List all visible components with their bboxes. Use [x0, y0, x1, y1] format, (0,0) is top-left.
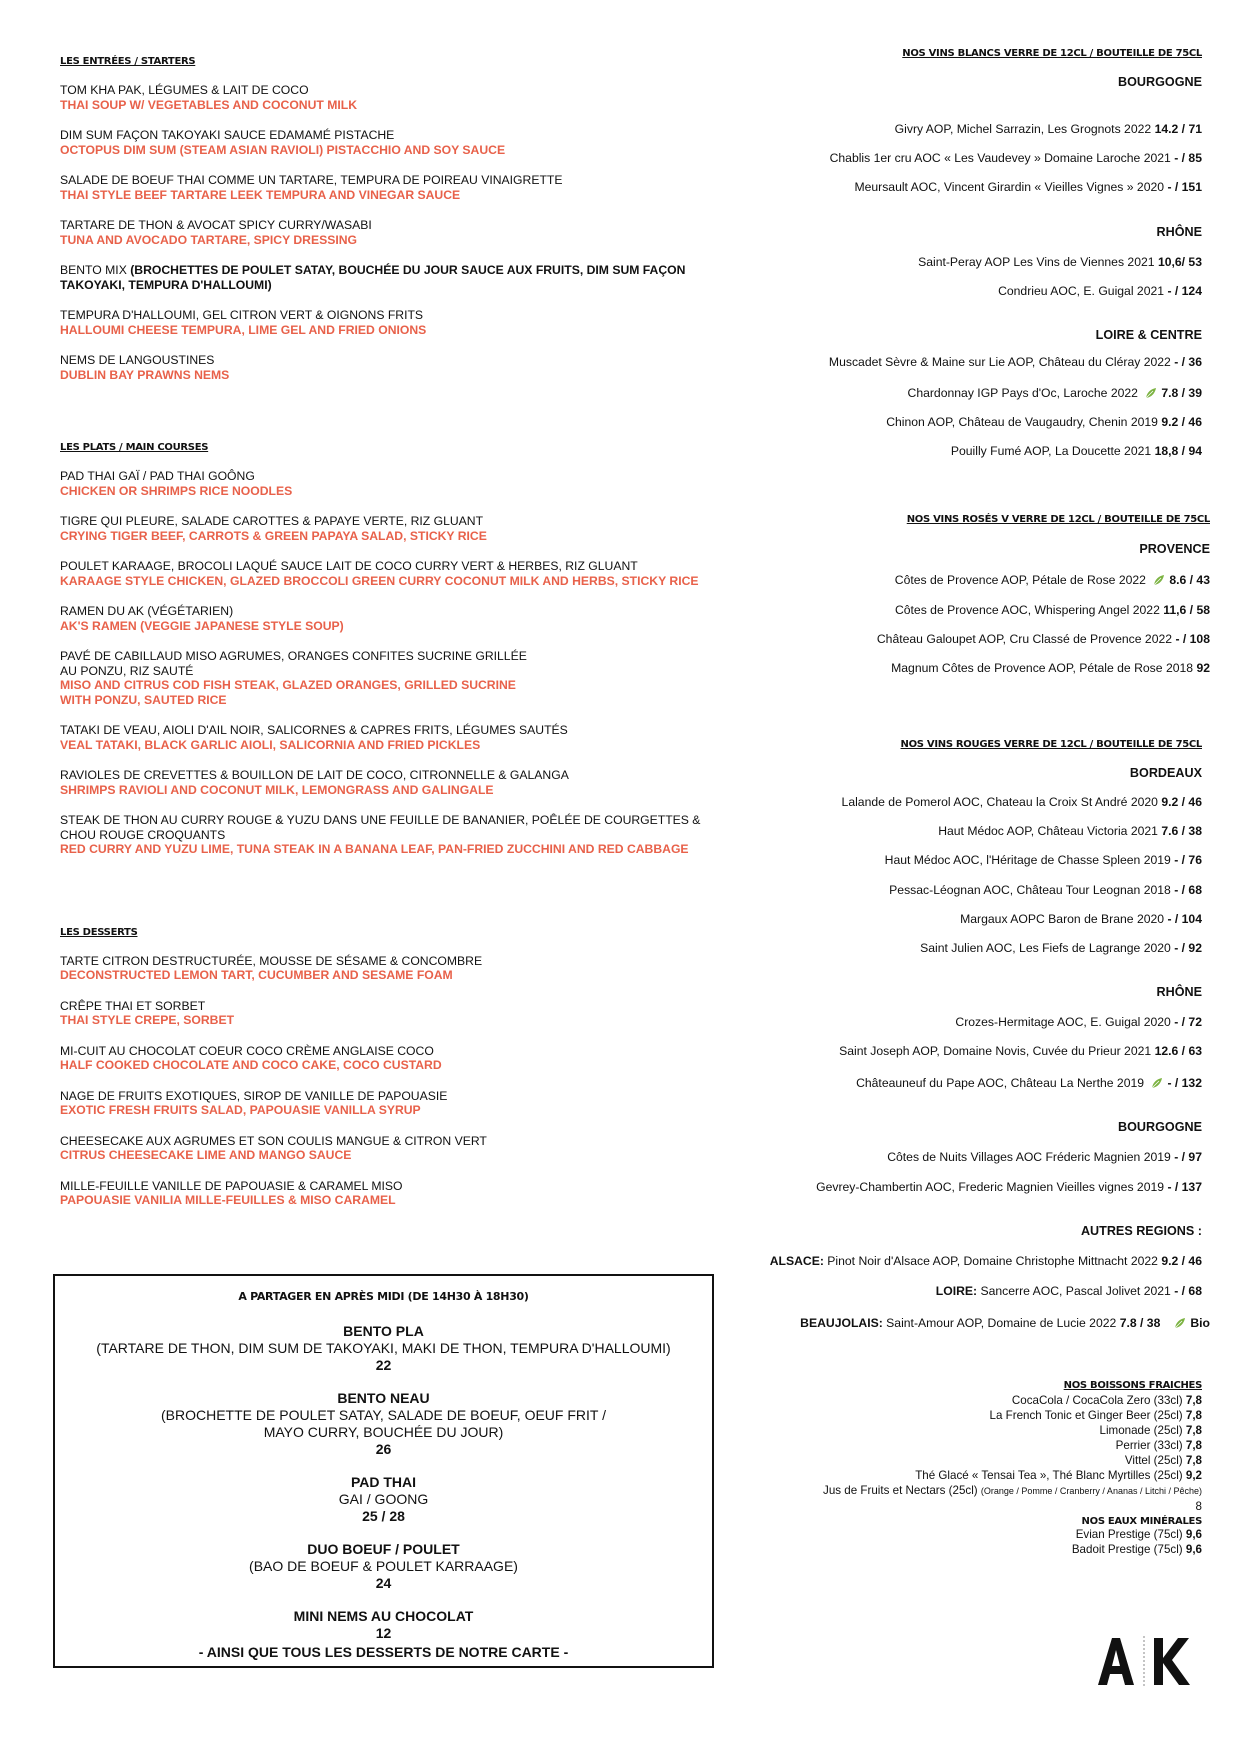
- item-en: CRYING TIGER BEEF, CARROTS & GREEN PAPAYA SALAD, STICKY RICE: [60, 528, 487, 543]
- wine-price: 9.2 / 46: [1161, 1254, 1202, 1268]
- wine-price: 92: [1196, 661, 1210, 675]
- item-en: TUNA AND AVOCADO TARTARE, SPICY DRESSING: [60, 232, 358, 247]
- wine-row: [720, 824, 1202, 838]
- item-en: RED CURRY AND YUZU LIME, TUNA STEAK IN A BANANA LEAF, PAN-FRIED ZUCCHINI AND RED CABBAGE: [60, 842, 689, 856]
- wine-row: [720, 1254, 1202, 1268]
- wine-row: [720, 883, 1202, 897]
- wine-row: [720, 573, 1210, 587]
- menu-item: [60, 353, 710, 382]
- drink-row: [720, 1542, 1202, 1557]
- drink-name: Thé Glacé « Tensai Tea », Thé Blanc Myrtilles (25cl): [915, 1469, 1186, 1482]
- wine-name: Lalande de Pomerol AOC, Chateau la Croix St André 2020: [841, 795, 1162, 809]
- wine-price: 7.6 / 38: [1161, 824, 1202, 838]
- menu-item: [60, 469, 710, 498]
- item-en: PAPOUASIE VANILIA MILLE-FEUILLES & MISO CARAMEL: [60, 1193, 396, 1207]
- menu-item: [60, 218, 710, 247]
- wine-name: Muscadet Sèvre & Maine sur Lie AOP, Château du Cléray 2022: [828, 355, 1175, 369]
- item-fr: CHEESECAKE AUX AGRUMES ET SON COULIS MANGUE & CITRON VERT: [60, 1133, 487, 1148]
- wine-name: Châteauneuf du Pape AOC, Château La Nerthe 2019: [856, 1076, 1148, 1090]
- drink-name: Jus de Fruits et Nectars (25cl): [823, 1484, 981, 1497]
- wine-price: - / 92: [1174, 941, 1202, 955]
- wine-price: - / 76: [1174, 853, 1202, 867]
- share-item-title: MINI NEMS AU CHOCOLAT: [293, 1608, 474, 1624]
- wine-row: [720, 415, 1202, 429]
- wine-name: Haut Médoc AOC, l'Héritage de Chasse Spleen 2019: [884, 853, 1175, 867]
- wine-name: Chardonnay IGP Pays d'Oc, Laroche 2022: [907, 386, 1142, 400]
- rose-wines-title: NOS VINS ROSÉS V VERRE DE 12CL / BOUTEILLE DE 75CL: [906, 514, 1210, 525]
- item-fr: SALADE DE BOEUF THAI COMME UN TARTARE, TEMPURA DE POIREAU VINAIGRETTE: [60, 173, 563, 187]
- share-footer: - AINSI QUE TOUS LES DESSERTS DE NOTRE CARTE -: [198, 1644, 569, 1660]
- wine-row: [720, 1284, 1202, 1298]
- share-item-price: 25 / 28: [362, 1508, 405, 1524]
- item-en: CITRUS CHEESECAKE LIME AND MANGO SAUCE: [60, 1148, 352, 1162]
- menu-item: [60, 263, 710, 292]
- wine-price: 8.6 / 43: [1169, 573, 1210, 587]
- cold-drinks-title: NOS BOISSONS FRAICHES: [1063, 1380, 1202, 1391]
- item-en: SHRIMPS RAVIOLI AND COCONUT MILK, LEMONGRASS AND GALINGALE: [60, 782, 494, 797]
- wine-name: Saint-Amour AOP, Domaine de Lucie 2022: [882, 1316, 1120, 1330]
- wine-price: 9.2 / 46: [1161, 795, 1202, 809]
- starters-title: LES ENTRÉES / STARTERS: [60, 56, 196, 67]
- drink-name: Evian Prestige (75cl): [1075, 1528, 1186, 1541]
- drink-row: [720, 1527, 1202, 1542]
- rose-wine-list: [720, 573, 1210, 675]
- wine-region-label: ALSACE:: [769, 1254, 824, 1268]
- drink-price: 7,8: [1185, 1409, 1202, 1422]
- drink-row: [720, 1408, 1202, 1423]
- wine-row: [720, 795, 1202, 809]
- drink-price: 7,8: [1185, 1424, 1202, 1437]
- item-fr: TOM KHA PAK, LÉGUMES & LAIT DE COCO: [60, 83, 309, 97]
- wine-row: [720, 284, 1202, 298]
- wine-price: - / 108: [1175, 632, 1210, 646]
- item-en: MISO AND CITRUS COD FISH STEAK, GLAZED ORANGES, GRILLED SUCRINE WITH PONZU, SAUTED RICE: [60, 678, 516, 707]
- wine-row: [720, 661, 1210, 675]
- wine-price: 18,8 / 94: [1154, 444, 1202, 458]
- wine-name: Saint Joseph AOP, Domaine Novis, Cuvée du Prieur 2021: [839, 1044, 1155, 1058]
- wine-price: - / 36: [1174, 355, 1202, 369]
- wine-row: [720, 941, 1202, 955]
- wine-name: Pessac-Léognan AOC, Château Tour Leognan 2018: [889, 883, 1175, 897]
- wine-price: 7.8 / 38: [1119, 1316, 1161, 1330]
- wine-price: 10,6/ 53: [1157, 255, 1202, 269]
- drink-price: 9,2: [1185, 1469, 1202, 1482]
- item-fr: NAGE DE FRUITS EXOTIQUES, SIROP DE VANILLE DE PAPOUASIE: [60, 1088, 448, 1103]
- menu-item: [60, 649, 540, 707]
- item-fr: MILLE-FEUILLE VANILLE DE PAPOUASIE & CARAMEL MISO: [60, 1178, 403, 1193]
- red-wines-title: NOS VINS ROUGES VERRE DE 12CL / BOUTEILLE DE 75CL: [900, 739, 1202, 750]
- drink-name: Vittel (25cl): [1124, 1454, 1186, 1467]
- wine-name: Saint-Peray AOP Les Vins de Viennes 2021: [918, 255, 1158, 269]
- drink-note: (Orange / Pomme / Cranberry / Ananas / Litchi / Pêche): [980, 1486, 1202, 1496]
- share-item: [55, 1390, 712, 1458]
- menu-item: [60, 514, 710, 543]
- bio-label: Bio: [1190, 1316, 1210, 1330]
- wine-price: - / 72: [1174, 1015, 1202, 1029]
- item-en: DECONSTRUCTED LEMON TART, CUCUMBER AND SESAME FOAM: [60, 968, 453, 982]
- share-item: [55, 1608, 712, 1642]
- wine-row: [720, 1180, 1202, 1194]
- menu-item: [60, 1089, 710, 1118]
- wine-name: Côtes de Provence AOC, Whispering Angel 2022: [894, 603, 1164, 617]
- menu-item: [60, 83, 710, 112]
- mineral-water-list: [720, 1527, 1202, 1557]
- mineral-water-title: NOS EAUX MINÉRALES: [1081, 1516, 1202, 1527]
- wine-name: Margaux AOPC Baron de Brane 2020: [960, 912, 1168, 926]
- drink-name: Badoit Prestige (75cl): [1071, 1543, 1186, 1556]
- food-menu: [60, 56, 710, 1208]
- wine-row: [720, 444, 1202, 458]
- wine-name: Meursault AOC, Vincent Girardin « Vieilles Vignes » 2020: [854, 180, 1168, 194]
- share-item-title: BENTO NEAU: [337, 1390, 430, 1406]
- wine-price: - / 68: [1174, 1284, 1202, 1298]
- item-fr: TEMPURA D'HALLOUMI, GEL CITRON VERT & OIGNONS FRITS: [60, 308, 424, 322]
- item-fr: MI-CUIT AU CHOCOLAT COEUR COCO CRÈME ANGLAISE COCO: [60, 1043, 434, 1058]
- drink-price: 9,6: [1185, 1528, 1202, 1541]
- item-fr: TATAKI DE VEAU, AIOLI D'AIL NOIR, SALICORNES & CAPRES FRITS, LÉGUMES SAUTÉS: [60, 723, 568, 737]
- item-fr: PAD THAI GAÏ / PAD THAI GOÔNG: [60, 469, 255, 483]
- share-item-title: DUO BOEUF / POULET: [307, 1541, 460, 1557]
- region-heading: LOIRE & CENTRE: [1095, 328, 1202, 342]
- drink-name: CocaCola / CocaCola Zero (33cl): [1011, 1394, 1186, 1407]
- region-heading: RHÔNE: [1156, 225, 1202, 239]
- drink-price: 7,8: [1185, 1454, 1202, 1467]
- menu-item: [60, 813, 710, 857]
- share-item-title: BENTO PLA: [343, 1323, 424, 1339]
- wine-row: [720, 912, 1202, 926]
- item-en: CHICKEN OR SHRIMPS RICE NOODLES: [60, 483, 293, 498]
- drink-name: La French Tonic et Ginger Beer (25cl): [989, 1409, 1186, 1422]
- share-title: A PARTAGER EN APRÈS MIDI (DE 14H30 À 18H30): [238, 1290, 529, 1303]
- item-fr: STEAK DE THON AU CURRY ROUGE & YUZU DANS UNE FEUILLE DE BANANIER, POÊLÉE DE COURGETTES & CHOU ROUGE CROQUANTS: [60, 813, 701, 842]
- wine-price: 9.2 / 46: [1161, 415, 1202, 429]
- menu-item: [60, 559, 710, 588]
- item-en: THAI STYLE BEEF TARTARE LEEK TEMPURA AND VINEGAR SAUCE: [60, 187, 461, 202]
- wine-row: [720, 1316, 1210, 1330]
- item-fr: TARTARE DE THON & AVOCAT SPICY CURRY/WASABI: [60, 218, 372, 232]
- starters-list: [60, 83, 710, 382]
- item-en: HALLOUMI CHEESE TEMPURA, LIME GEL AND FRIED ONIONS: [60, 322, 427, 337]
- wine-row: [720, 386, 1202, 400]
- item-en: THAI STYLE CREPE, SORBET: [60, 1013, 235, 1027]
- menu-item: [60, 604, 710, 633]
- menu-item: [60, 1044, 710, 1073]
- wine-price: - / 85: [1174, 151, 1202, 165]
- item-en: THAI SOUP W/ VEGETABLES AND COCONUT MILK: [60, 97, 358, 112]
- wine-row: [720, 255, 1202, 269]
- item-en: EXOTIC FRESH FRUITS SALAD, PAPOUASIE VANILLA SYRUP: [60, 1103, 421, 1117]
- menu-item: [60, 768, 710, 797]
- share-item: [55, 1474, 712, 1525]
- menu-item: [60, 1134, 710, 1163]
- region-heading: BOURGOGNE: [1118, 75, 1202, 89]
- wine-price: - / 137: [1167, 1180, 1202, 1194]
- white-wines-title: NOS VINS BLANCS VERRE DE 12CL / BOUTEILLE DE 75CL: [902, 48, 1202, 59]
- mains-title: LES PLATS / MAIN COURSES: [60, 442, 209, 453]
- item-fr: TARTE CITRON DESTRUCTURÉE, MOUSSE DE SÉSAME & CONCOMBRE: [60, 953, 483, 968]
- wine-name: Pouilly Fumé AOP, La Doucette 2021: [950, 444, 1155, 458]
- item-fr: TIGRE QUI PLEURE, SALADE CAROTTES & PAPAYE VERTE, RIZ GLUANT: [60, 514, 484, 528]
- item-fr: CRÊPE THAI ET SORBET: [60, 998, 206, 1013]
- menu-item: [60, 954, 710, 983]
- share-item-price: 26: [375, 1441, 392, 1457]
- wine-name: Magnum Côtes de Provence AOP, Pétale de Rose 2018: [891, 661, 1197, 675]
- item-fr: PAVÉ DE CABILLAUD MISO AGRUMES, ORANGES CONFITES SUCRINE GRILLÉE AU PONZU, RIZ SAUTÉ: [60, 649, 527, 678]
- drink-row: [720, 1483, 1202, 1499]
- drink-row: [720, 1453, 1202, 1468]
- wine-row: [720, 180, 1202, 194]
- drink-row: [720, 1468, 1202, 1483]
- drink-price: 8: [1195, 1500, 1202, 1513]
- wine-price: - / 124: [1167, 284, 1202, 298]
- region-heading: BOURGOGNE: [1118, 1120, 1202, 1134]
- share-item-desc: (BROCHETTE DE POULET SATAY, SALADE DE BOEUF, OEUF FRIT / MAYO CURRY, BOUCHÉE DU JOUR): [161, 1407, 606, 1440]
- wine-name: Saint Julien AOC, Les Fiefs de Lagrange 2020: [920, 941, 1175, 955]
- drink-price: 7,8: [1185, 1439, 1202, 1452]
- wine-name: Chinon AOP, Château de Vaugaudry, Chenin 2019: [886, 415, 1162, 429]
- wine-price: - / 97: [1174, 1150, 1202, 1164]
- wine-row: [720, 632, 1210, 646]
- region-heading: RHÔNE: [1156, 985, 1202, 999]
- item-en: DUBLIN BAY PRAWNS NEMS: [60, 367, 230, 382]
- wine-price: - / 132: [1167, 1076, 1202, 1090]
- wine-name: Château Galoupet AOP, Cru Classé de Provence 2022: [876, 632, 1176, 646]
- wine-row: [720, 151, 1202, 165]
- wine-region-label: LOIRE:: [935, 1284, 978, 1298]
- wine-price: 11,6 / 58: [1163, 603, 1210, 617]
- menu-item: [60, 128, 710, 157]
- region-heading: PROVENCE: [1139, 542, 1210, 556]
- item-en: VEAL TATAKI, BLACK GARLIC AIOLI, SALICORNIA AND FRIED PICKLES: [60, 737, 481, 752]
- item-fr-bold: (BROCHETTES DE POULET SATAY, BOUCHÉE DU JOUR SAUCE AUX FRUITS, DIM SUM FAÇON TAKOYAKI, TEMPURA D'HALLOUMI): [60, 263, 686, 292]
- menu-item: [60, 173, 710, 202]
- desserts-title: LES DESSERTS: [60, 926, 138, 938]
- item-fr: RAMEN DU AK (VÉGÉTARIEN): [60, 604, 234, 618]
- desserts-list: [60, 954, 710, 1208]
- share-item: [55, 1541, 712, 1592]
- drink-name: Limonade (25cl): [1099, 1424, 1186, 1437]
- drink-row: [720, 1423, 1202, 1438]
- item-en: HALF COOKED CHOCOLATE AND COCO CAKE, COCO CUSTARD: [60, 1058, 442, 1072]
- item-en: OCTOPUS DIM SUM (STEAM ASIAN RAVIOLI) PISTACCHIO AND SOY SAUCE: [60, 142, 506, 157]
- wine-name: Condrieu AOC, E. Guigal 2021: [998, 284, 1168, 298]
- wine-price: - / 104: [1167, 912, 1202, 926]
- wine-row: [720, 1044, 1202, 1058]
- wine-name: Gevrey-Chambertin AOC, Frederic Magnien Vieilles vignes 2019: [816, 1180, 1168, 1194]
- share-item-price: 22: [375, 1357, 392, 1373]
- wine-row: [720, 853, 1202, 867]
- wine-row: [720, 1076, 1202, 1090]
- menu-item: [60, 308, 710, 337]
- item-fr: NEMS DE LANGOUSTINES: [60, 353, 215, 367]
- wine-region-label: BEAUJOLAIS:: [800, 1316, 883, 1330]
- region-heading: AUTRES REGIONS :: [1080, 1224, 1202, 1238]
- leaf-icon: [1153, 574, 1165, 586]
- wine-name: Crozes-Hermitage AOC, E. Guigal 2020: [955, 1015, 1175, 1029]
- share-item: [55, 1323, 712, 1374]
- wine-row: [720, 1015, 1202, 1029]
- share-item-title: PAD THAI: [350, 1474, 417, 1490]
- leaf-icon: [1151, 1077, 1163, 1089]
- share-item-price: 12: [375, 1625, 392, 1641]
- wine-row: [720, 355, 1202, 369]
- mains-list: [60, 469, 710, 857]
- wine-name: Côtes de Provence AOP, Pétale de Rose 2022: [894, 573, 1150, 587]
- item-fr: DIM SUM FAÇON TAKOYAKI SAUCE EDAMAMÉ PISTACHE: [60, 128, 395, 142]
- menu-item: [60, 1179, 710, 1208]
- drink-row: [720, 1393, 1202, 1408]
- share-item-desc: GAI / GOONG: [338, 1491, 429, 1507]
- wine-name: Chablis 1er cru AOC « Les Vaudevey » Domaine Laroche 2021: [829, 151, 1175, 165]
- wine-price: 7.8 / 39: [1161, 386, 1202, 400]
- wine-name: Givry AOP, Michel Sarrazin, Les Grognots 2022: [894, 122, 1155, 136]
- region-heading: BORDEAUX: [1129, 766, 1202, 780]
- afternoon-sharing-box: [53, 1274, 714, 1668]
- wine-price: 12.6 / 63: [1154, 1044, 1202, 1058]
- menu-item: [60, 999, 710, 1028]
- item-fr: RAVIOLES DE CREVETTES & BOUILLON DE LAIT DE COCO, CITRONNELLE & GALANGA: [60, 768, 569, 782]
- item-en: AK'S RAMEN (VEGGIE JAPANESE STYLE SOUP): [60, 618, 344, 633]
- drink-row: [720, 1438, 1202, 1453]
- drink-name: Perrier (33cl): [1115, 1439, 1186, 1452]
- wine-row: [720, 1150, 1202, 1164]
- wine-name: Haut Médoc AOP, Château Victoria 2021: [938, 824, 1162, 838]
- menu-item: [60, 723, 710, 752]
- share-item-desc: (TARTARE DE THON, DIM SUM DE TAKOYAKI, MAKI DE THON, TEMPURA D'HALLOUMI): [96, 1340, 671, 1356]
- share-item-price: 24: [375, 1575, 392, 1591]
- wine-price: - / 151: [1167, 180, 1202, 194]
- drink-price: 7,8: [1185, 1394, 1202, 1407]
- item-fr: BENTO MIX: [60, 263, 131, 277]
- drinks-menu: [720, 48, 1210, 1557]
- leaf-icon: [1174, 1317, 1186, 1329]
- wine-name: Pinot Noir d'Alsace AOP, Domaine Christophe Mittnacht 2022: [823, 1254, 1162, 1268]
- leaf-icon: [1145, 387, 1157, 399]
- wine-price: 14.2 / 71: [1154, 122, 1202, 136]
- item-en: KARAAGE STYLE CHICKEN, GLAZED BROCCOLI GREEN CURRY COCONUT MILK AND HERBS, STICKY RICE: [60, 573, 699, 588]
- wine-name: Sancerre AOC, Pascal Jolivet 2021: [977, 1284, 1175, 1298]
- drink-price: 9,6: [1185, 1543, 1202, 1556]
- drink-row: [720, 1499, 1202, 1514]
- ak-logo: [1096, 1636, 1192, 1686]
- item-fr: POULET KARAAGE, BROCOLI LAQUÉ SAUCE LAIT DE COCO CURRY VERT & HERBES, RIZ GLUANT: [60, 559, 638, 573]
- wine-row: [720, 122, 1202, 136]
- share-item-desc: (BAO DE BOEUF & POULET KARRAAGE): [249, 1558, 518, 1574]
- cold-drinks-list: [720, 1393, 1202, 1514]
- wine-price: - / 68: [1174, 883, 1202, 897]
- wine-row: [720, 603, 1210, 617]
- wine-name: Côtes de Nuits Villages AOC Fréderic Magnien 2019: [887, 1150, 1175, 1164]
